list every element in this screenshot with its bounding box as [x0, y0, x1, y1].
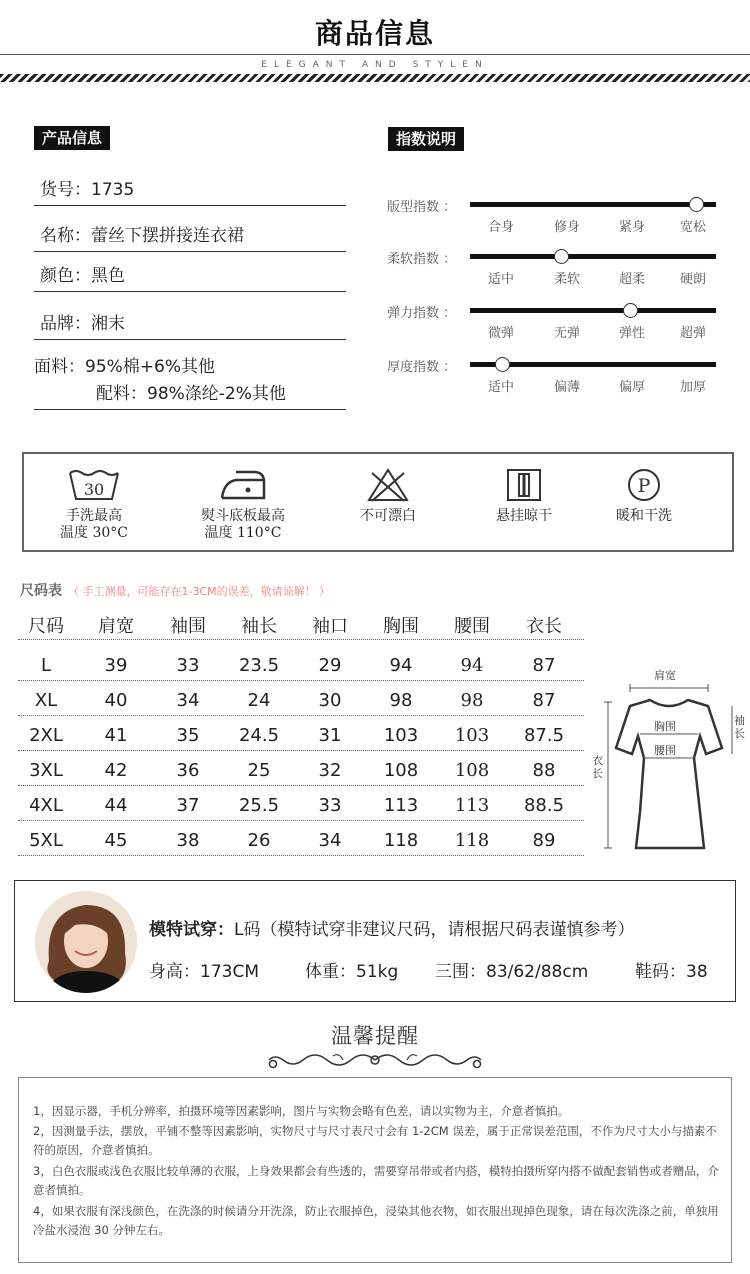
tips-title: 温馨提醒 — [331, 1024, 419, 1048]
info-item-name: 名称：蕾丝下摆拼接连衣裙 — [34, 222, 346, 252]
table-row — [18, 751, 584, 786]
table-cell: 39 — [104, 655, 128, 676]
hand-wash-icon — [68, 467, 120, 503]
table-cell: 32 — [318, 760, 342, 781]
ornament-divider-icon — [263, 1046, 487, 1074]
dress-outline-icon — [596, 662, 748, 860]
table-header-cell: 胸围 — [383, 616, 419, 637]
care-text-line: 熨斗底板最高 — [201, 508, 285, 524]
index-slider-marker — [689, 197, 704, 212]
table-header-cell: 肩宽 — [98, 616, 134, 637]
table-row — [18, 786, 584, 821]
care-no-bleach — [328, 466, 448, 525]
table-cell: 2XL — [29, 725, 63, 746]
table-header-cell: 腰围 — [454, 616, 490, 637]
table-cell: 103 — [454, 725, 490, 746]
index-option: 弹性 — [618, 326, 645, 341]
table-cell: 24 — [247, 690, 271, 711]
table-cell: 34 — [318, 830, 342, 851]
diagram-label-char: 长 — [592, 767, 603, 780]
table-cell: 44 — [104, 795, 128, 816]
table-cell: 113 — [383, 795, 419, 816]
index-slider-marker — [623, 303, 638, 318]
size-table-label: 尺码表 — [20, 583, 62, 599]
table-cell: 88 — [532, 760, 556, 781]
dry-clean-icon — [626, 467, 662, 503]
index-option: 偏厚 — [618, 380, 645, 395]
index-option: 超弹 — [679, 326, 706, 341]
care-text-line: 暖和干洗 — [616, 508, 672, 524]
tips-box — [18, 1077, 732, 1263]
dress-diagram — [592, 662, 748, 860]
index-slider-track — [470, 202, 716, 207]
index-row-label: 柔软指数 ： — [387, 252, 457, 267]
tips-ornament — [263, 1046, 487, 1074]
info-item-brand: 品牌：湘末 — [34, 310, 346, 340]
index-slider-marker — [495, 357, 510, 372]
table-cell: 94 — [460, 655, 484, 676]
table-cell: 24.5 — [238, 725, 280, 746]
table-cell: 34 — [176, 690, 200, 711]
diagram-waist-label: 腰围 — [654, 744, 676, 757]
table-cell: 36 — [176, 760, 200, 781]
index-option: 适中 — [487, 272, 514, 287]
table-cell: 45 — [104, 830, 128, 851]
index-option: 偏薄 — [553, 380, 580, 395]
table-row — [18, 821, 584, 856]
table-header-cell: 袖长 — [241, 616, 277, 637]
info-item-color: 颜色：黑色 — [34, 262, 346, 292]
table-cell: 41 — [104, 725, 128, 746]
care-dry-clean — [584, 466, 704, 525]
table-cell: 33 — [176, 655, 200, 676]
table-cell: 26 — [247, 830, 271, 851]
size-table-title — [20, 580, 330, 600]
table-cell: 37 — [176, 795, 200, 816]
index-option: 硬朗 — [679, 272, 706, 287]
table-cell: 87.5 — [523, 725, 565, 746]
table-cell: 98 — [389, 690, 413, 711]
product-info-label: 产品信息 — [34, 126, 110, 150]
info-item-fabric: 面料：95%棉+6%其他 — [34, 357, 215, 377]
model-fitting-box — [14, 880, 736, 1002]
table-cell: 108 — [383, 760, 419, 781]
table-cell: 38 — [176, 830, 200, 851]
index-option: 微弹 — [487, 326, 514, 341]
table-cell: 94 — [389, 655, 413, 676]
page-title: 商品信息 — [314, 17, 435, 50]
page-subtitle: ELEGANT AND STYLEN — [261, 60, 489, 70]
index-option: 修身 — [553, 220, 580, 235]
index-slider-track — [470, 308, 716, 313]
table-cell: 118 — [383, 830, 419, 851]
tip-item: 3，白色衣服或浅色衣服比较单薄的衣服，上身效果都会有些透的，需要穿吊带或者内搭，模特拍摄所穿内搭不做配套销售或者赠品，介意者慎拍。 — [33, 1164, 719, 1197]
diagram-length-label — [592, 754, 603, 780]
diagram-shoulder-label: 肩宽 — [654, 669, 676, 682]
table-cell: 108 — [454, 760, 490, 781]
table-cell: 40 — [104, 690, 128, 711]
diagram-chest-label: 胸围 — [654, 720, 676, 733]
model-fit-line — [149, 915, 634, 940]
tip-item: 2，因测量手法，摆放，平铺不整等因素影响，实物尺寸与尺寸表尺寸会有 1-2CM 误差，属于正常误差范围，不作为尺寸大小与描素不符的原因，介意者慎拍。 — [33, 1124, 717, 1157]
index-slider-track — [470, 254, 716, 259]
table-cell: 25 — [247, 760, 271, 781]
tip-item: 1，因显示器，手机分辨率，拍摄环境等因素影响，图片与实物会略有色差，请以实物为主，介意者慎拍。 — [33, 1104, 570, 1118]
care-instructions — [22, 452, 734, 552]
table-cell: 35 — [176, 725, 200, 746]
info-item-lining: 配料：98%涤纶-2%其他 — [34, 380, 346, 410]
table-header-cell: 衣长 — [526, 616, 562, 637]
table-cell: 113 — [454, 795, 490, 816]
index-option: 无弹 — [553, 326, 580, 341]
info-item-number: 货号：1735 — [34, 176, 346, 206]
table-cell: 23.5 — [238, 655, 280, 676]
no-bleach-icon — [366, 467, 410, 503]
index-label: 指数说明 — [388, 127, 464, 151]
care-text-line: 悬挂晾干 — [496, 508, 552, 524]
index-row-label: 版型指数 ： — [387, 200, 457, 215]
table-cell: 118 — [454, 830, 490, 851]
index-option: 宽松 — [679, 220, 706, 235]
care-hand-wash — [34, 466, 154, 542]
table-cell: 42 — [104, 760, 128, 781]
diagram-sleeve-label — [734, 714, 745, 740]
model-shoe-size: 鞋码：38 — [635, 962, 708, 982]
care-text-line: 手洗最高 — [66, 508, 122, 524]
index-slider-track — [470, 362, 716, 367]
index-row-label: 厚度指数 ： — [387, 360, 457, 375]
model-portrait-icon — [35, 891, 137, 993]
table-header-cell: 袖围 — [170, 616, 206, 637]
table-cell: 25.5 — [238, 795, 280, 816]
model-measurements: 三围：83/62/88cm — [435, 962, 589, 982]
model-weight: 体重：51kg — [305, 962, 399, 982]
table-cell: 4XL — [29, 795, 63, 816]
table-cell: L — [40, 655, 52, 676]
table-header-row — [18, 606, 584, 640]
table-cell: 87 — [532, 690, 556, 711]
diagram-label-char: 袖 — [734, 714, 745, 727]
table-header-cell: 袖口 — [312, 616, 348, 637]
table-cell: 30 — [318, 690, 342, 711]
table-row — [18, 681, 584, 716]
size-table-note: （ 手工测量，可能存在1-3CM的误差，敬请谅解！ ） — [68, 585, 331, 598]
care-iron — [176, 466, 310, 542]
header-divider — [0, 54, 750, 55]
table-cell: 98 — [460, 690, 484, 711]
index-row-label: 弹力指数 ： — [387, 306, 457, 321]
table-row — [18, 716, 584, 751]
table-cell: 33 — [318, 795, 342, 816]
table-cell: 89 — [532, 830, 556, 851]
avatar — [35, 891, 137, 993]
table-cell: 5XL — [29, 830, 63, 851]
diagram-label-char: 衣 — [592, 754, 603, 767]
size-table — [18, 606, 584, 856]
index-option: 柔软 — [553, 272, 580, 287]
care-text-line: 温度 110°C — [204, 525, 282, 541]
header-stripe — [0, 74, 750, 82]
care-text-line: 不可漂白 — [360, 508, 416, 524]
table-cell: 3XL — [29, 760, 63, 781]
tip-item: 4，如果衣服有深浅颜色，在洗涤的时候请分开洗涤，防止衣服掉色，浸染其他衣物，如衣服出现掉色现象，请在每次洗涤之前，单独用冷盐水浸泡 30 分钟左右。 — [33, 1204, 719, 1237]
index-option: 紧身 — [618, 220, 645, 235]
table-row — [18, 646, 584, 681]
table-cell: XL — [34, 690, 58, 711]
care-text-line: 温度 30°C — [60, 525, 128, 541]
table-cell: 29 — [318, 655, 342, 676]
index-option: 适中 — [487, 380, 514, 395]
care-hang-dry — [464, 466, 584, 525]
table-cell: 88.5 — [523, 795, 565, 816]
model-fit-title: 模特试穿： — [149, 920, 234, 940]
model-fit-size: L码（模特试穿非建议尺码，请根据尺码表谨慎参考） — [234, 920, 635, 940]
hang-dry-icon — [506, 468, 542, 502]
iron-icon — [218, 468, 268, 502]
index-option: 合身 — [487, 220, 514, 235]
table-cell: 103 — [383, 725, 419, 746]
table-cell: 31 — [318, 725, 342, 746]
model-height: 身高：173CM — [149, 962, 259, 982]
index-slider-marker — [554, 249, 569, 264]
table-header-cell: 尺码 — [28, 616, 64, 637]
index-option: 加厚 — [679, 380, 706, 395]
table-cell: 87 — [532, 655, 556, 676]
dry-clean-letter: P — [637, 475, 651, 497]
wash-temp: 30 — [83, 480, 105, 499]
diagram-label-char: 长 — [734, 727, 745, 740]
index-option: 超柔 — [618, 272, 645, 287]
